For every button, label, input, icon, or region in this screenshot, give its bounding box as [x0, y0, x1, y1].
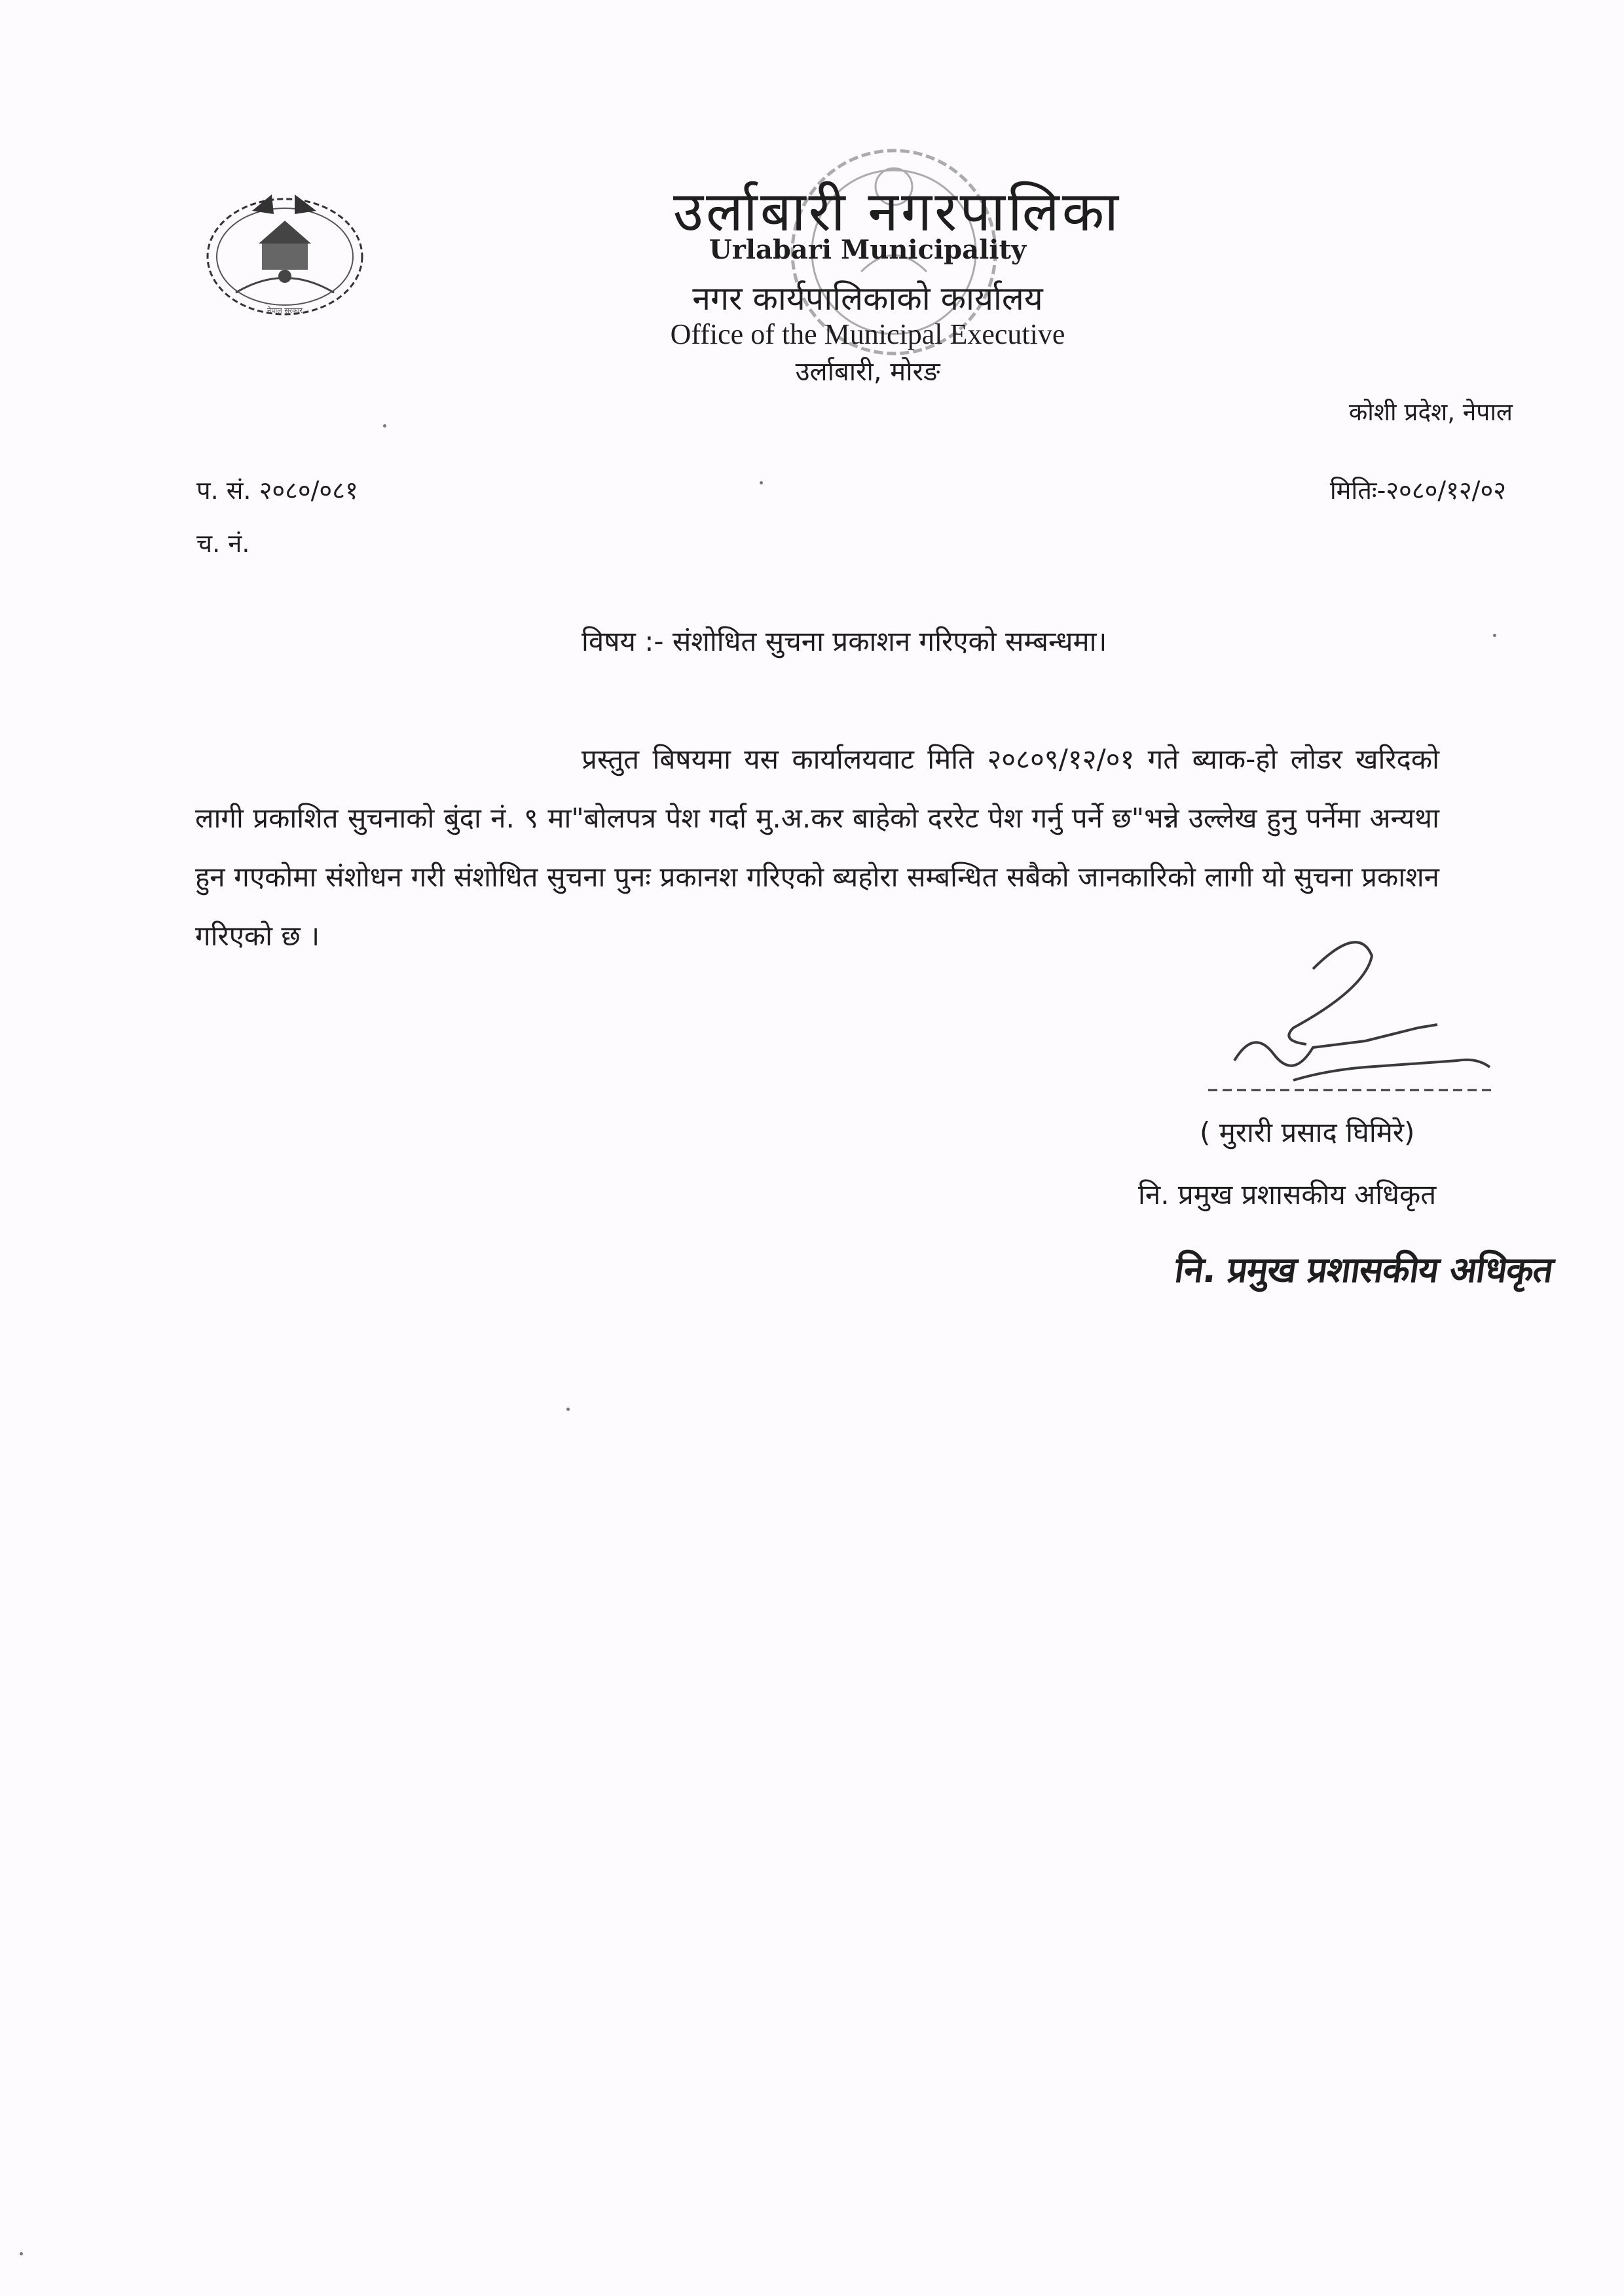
province-label: कोशी प्रदेश, नेपाल	[1348, 398, 1513, 426]
dispatch-number: च. नं.	[196, 529, 250, 558]
scan-speck	[760, 481, 763, 484]
scan-speck	[566, 1408, 570, 1411]
scan-speck	[1493, 634, 1496, 637]
reference-number: प. सं. २०८०/०८१	[196, 476, 358, 505]
letter-date: मितिः-२०८०/१२/०२	[1329, 476, 1506, 505]
svg-text:नेपाल सरकार: नेपाल सरकार	[267, 306, 303, 315]
scan-speck	[383, 424, 386, 428]
municipality-title-en: Urlabari Municipality	[709, 234, 1027, 265]
office-name-np: नगर कार्यपालिकाको कार्यालय	[692, 280, 1043, 318]
handwritten-signature	[1195, 930, 1516, 1139]
signatory-name: ( मुरारी प्रसाद घिमिरे)	[1200, 1116, 1415, 1148]
scan-speck	[20, 2252, 23, 2255]
municipality-title-np: उर्लाबारी नगरपालिका	[673, 179, 1121, 244]
signatory-title: नि. प्रमुख प्रशासकीय अधिकृत	[1138, 1178, 1437, 1211]
signatory-stamp: नि. प्रमुख प्रशासकीय अधिकृत	[1172, 1249, 1556, 1290]
office-address: उर्लाबारी, मोरङ	[795, 357, 940, 387]
office-name-en: Office of the Municipal Executive	[670, 318, 1065, 350]
letter-subject: विषय :- संशोधित सुचना प्रकाशन गरिएको सम्बन्धमा।	[581, 625, 1107, 657]
letter-body: प्रस्तुत बिषयमा यस कार्यालयवाट मिति २०८०९/१२/०१ गते ब्याक-हो लोडर खरिदको लागी प्रकाशित सुचनाको बुंदा नं. ९ मा"बोलपत्र पेश गर्दा मु.अ.कर बाहेको दररेट पेश गर्नु पर्ने छ"भन्ने उल्लेख हुनु पर्नेमा अन्यथा हुन गएकोमा संशोधन गरी संशोधित सुचना पुनः प्रकानश गरिएको ब्यहोरा सम्बन्धित सबैको जानकारिको लागी यो सुचना प्रकाशन गरिएको छ ।	[195, 743, 1439, 952]
